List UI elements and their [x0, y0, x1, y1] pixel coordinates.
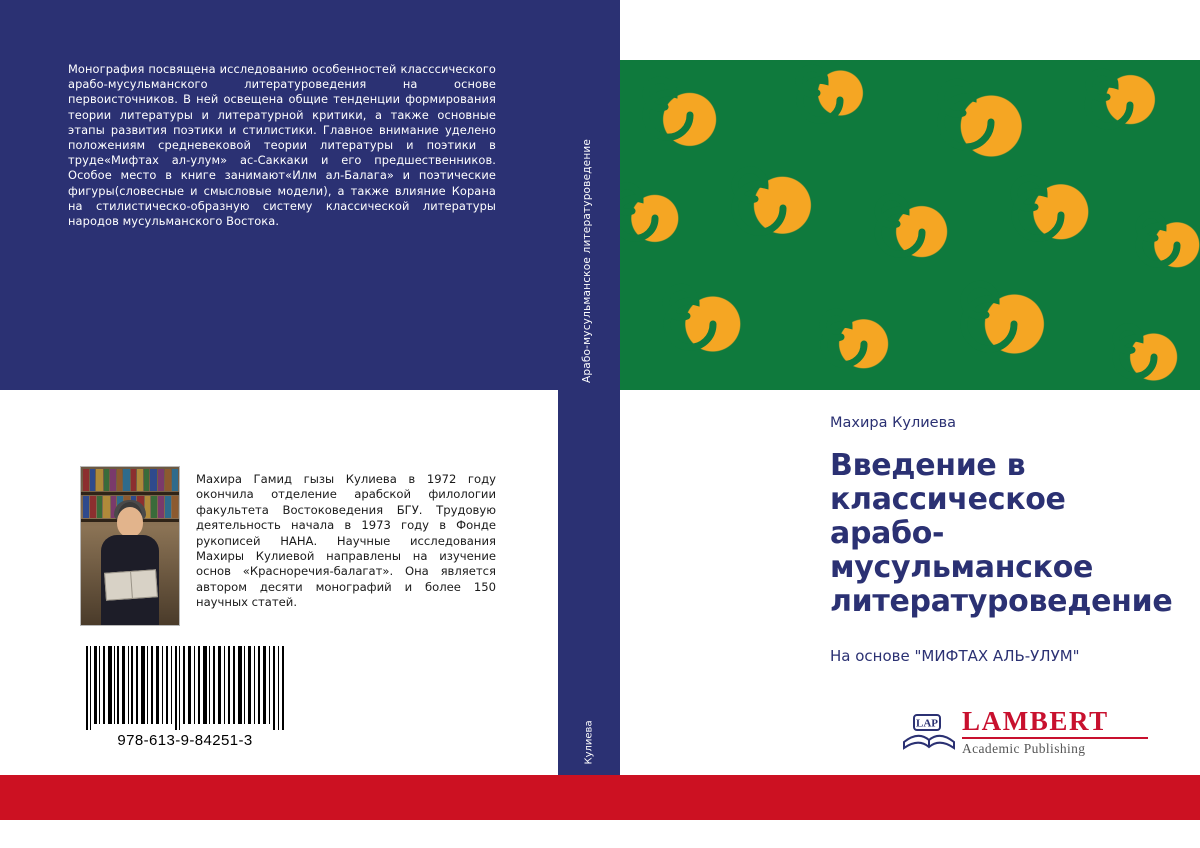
barcode-block	[82, 646, 288, 764]
publisher-tagline: Academic Publishing	[962, 740, 1086, 756]
author-head	[117, 507, 143, 537]
front-cover-panel	[620, 0, 1200, 775]
barcode-icon	[82, 646, 288, 730]
svg-text:LAP: LAP	[916, 717, 938, 730]
publisher-name: LAMBERT	[962, 706, 1109, 736]
front-cover-text-block	[830, 415, 1180, 665]
spine-panel	[558, 0, 620, 775]
back-cover-panel	[0, 0, 558, 390]
ornamental-artwork	[620, 60, 1200, 390]
held-book-icon	[104, 569, 158, 601]
bottom-white-margin	[0, 820, 1200, 848]
bottom-red-band	[0, 775, 1200, 820]
bookshelf-row	[81, 469, 179, 491]
isbn-number: 978-613-9-84251-3	[117, 732, 253, 749]
publisher-logo	[900, 706, 1150, 762]
spiral-pattern-icon	[620, 60, 1200, 390]
shelf-divider	[81, 492, 179, 495]
front-cover-title: Введение в классическое арабо-мусульманское литературоведение	[830, 448, 1173, 619]
spine-title: Арабо-мусульманское литературоведение	[581, 138, 593, 383]
front-cover-author: Махира Кулиева	[830, 415, 957, 431]
author-photo	[80, 466, 180, 626]
author-biography: Махира Гамид гызы Кулиева в 1972 году окончила отделение арабской филологии факультета Востоковедения БГУ. Трудовую деятельность начала в 1973 году в Фонде рукописей НАНА. Научные исследования Махиры Кулиевой направлены на изучение основ «Красноречия-балагат». Она является автором десяти монографий и более 150 научных статей.	[196, 472, 496, 610]
spine-author: Кулиева	[583, 720, 595, 765]
logo-divider	[962, 737, 1148, 739]
publisher-logo-text	[962, 706, 1148, 757]
back-cover-blurb: Монография посвящена исследованию особенностей класссического арабо-мусульманского литературоведения на основе первоисточников. В ней освещена общие тенденции формирования теории литературы и литературной критики, а также основные этапы развития поэтики и стилистики. Главное внимание уделено положениям средневековой теории литературы и поэтики в труде«Мифтах ал-улум» ас-Саккаки и его предшественников. Особое место в книге занимают«Илм ал-Балага» и поэтические фигуры(словесные и смысловые модели), а также влияние Корана на стилистическо-образную систему классической литературы народов мусульманского Востока.	[68, 62, 496, 229]
front-cover-subtitle: На основе "МИФТАХ АЛЬ-УЛУМ"	[830, 647, 1080, 665]
open-book-icon	[900, 710, 958, 754]
